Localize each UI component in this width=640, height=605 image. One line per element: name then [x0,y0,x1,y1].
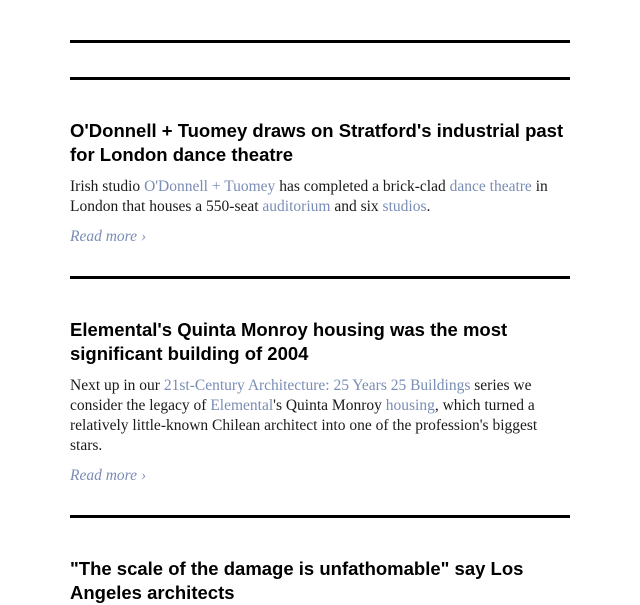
article-headline[interactable]: Elemental's Quinta Monroy housing was the most significant building of 2004 [70,319,508,364]
summary-text: series we consider the legacy of [70,377,532,414]
summary-text: . [426,198,431,215]
article-summary [70,177,570,217]
article-headline[interactable]: O'Donnell + Tuomey draws on Stratford's industrial past for London dance theatre [70,120,564,165]
summary-text: Next up in our [70,377,164,394]
summary-text: has completed a brick-clad [275,178,450,195]
summary-link[interactable]: dance theatre [449,178,532,195]
article-card [70,318,570,486]
summary-text: and six [330,198,383,215]
summary-link[interactable]: housing [385,397,435,414]
read-more-link[interactable]: Read more › [70,228,147,245]
summary-text: , which turned a relatively little-known Chilean architect into one of the profession's biggest stars. [70,397,538,454]
summary-link[interactable]: auditorium [262,198,331,215]
summary-text: Irish studio [70,178,145,195]
article-card [70,119,570,247]
article-card [70,557,570,605]
summary-text: in London that houses a 550-seat [70,178,548,215]
read-more-link[interactable]: Read more › [70,467,147,484]
article-summary [70,376,570,456]
summary-link[interactable]: O'Donnell + Tuomey [144,178,276,195]
summary-text: 's Quinta Monroy [273,397,386,414]
divider [70,515,570,518]
summary-link[interactable]: studios [382,198,427,215]
article-headline[interactable]: "The scale of the damage is unfathomable" say Los Angeles architects [70,558,524,603]
divider [70,40,570,43]
divider [70,276,570,279]
summary-link[interactable]: 21st-Century Architecture: 25 Years 25 Buildings [163,377,471,394]
summary-link[interactable]: Elemental [210,397,274,414]
divider [70,77,570,80]
